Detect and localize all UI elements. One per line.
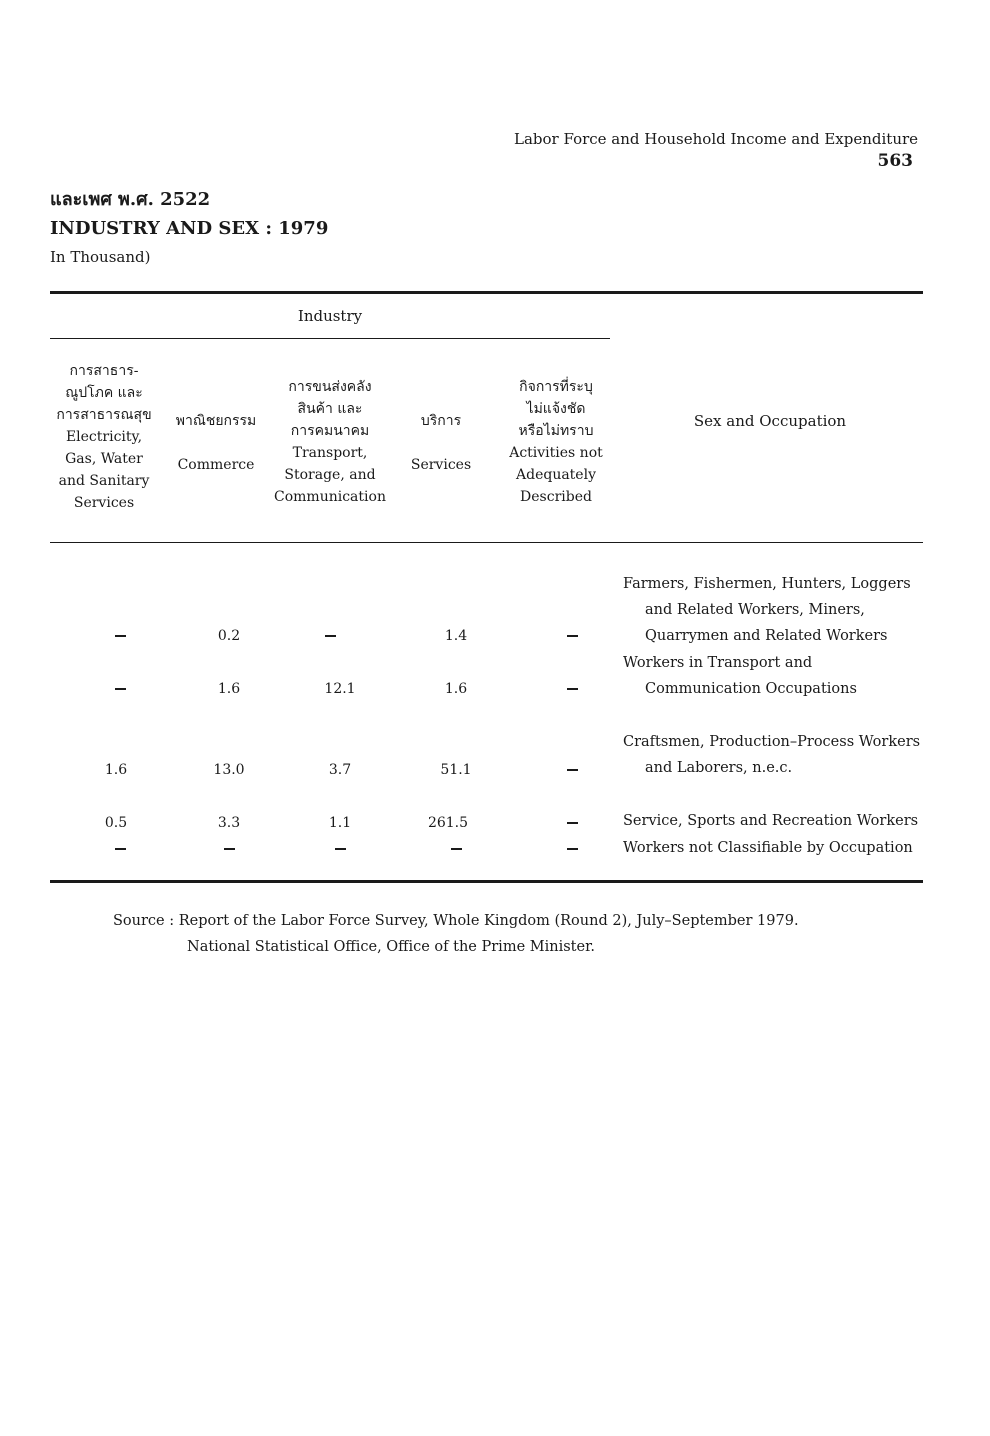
column-thai-line: ณูปโภค และ <box>65 385 143 401</box>
dash-mark <box>567 769 578 771</box>
dash-mark <box>115 848 126 850</box>
column-english-line: Activities not <box>509 445 603 461</box>
column-english-line: Storage, and <box>284 467 376 483</box>
column-english-line: Electricity, <box>65 429 143 445</box>
column-thai-line: การขนส่งคลัง <box>288 379 372 395</box>
thai-title: และเพศ พ.ศ. 2522 <box>50 189 211 210</box>
header-bottom-rule <box>50 542 923 543</box>
table-cell: 1.6 <box>444 681 468 697</box>
column-thai-line: บริการ <box>420 413 462 429</box>
dash-mark <box>567 848 578 850</box>
column-thai-line: หรือไม่ทราบ <box>518 423 594 439</box>
occupation-line: Workers not Classifiable by Occupation <box>623 840 913 856</box>
table-cell: 1.4 <box>444 628 468 644</box>
dash-mark <box>115 635 126 637</box>
dash-mark <box>224 848 235 850</box>
sex-occupation-header: Sex and Occupation <box>693 412 847 430</box>
occupation-line: Craftsmen, Production–Process Workers <box>623 734 921 750</box>
column-english-line: Described <box>520 489 592 505</box>
table-cell: 0.2 <box>217 628 241 644</box>
column-thai-line: กิจการที่ระบุ <box>519 379 593 395</box>
page-number: 563 <box>877 151 913 171</box>
dash-mark <box>325 635 336 637</box>
occupation-line: Farmers, Fishermen, Hunters, Loggers <box>623 576 911 592</box>
occupation-label <box>623 835 913 861</box>
table-cell: 13.0 <box>213 762 245 778</box>
table-cell <box>522 815 622 831</box>
dash-mark <box>567 822 578 824</box>
column-thai-line: ไม่แจ้งชัด <box>526 401 586 417</box>
table-cell: 1.1 <box>328 815 352 831</box>
table-cell: 3.3 <box>217 815 241 831</box>
occupation-line: Service, Sports and Recreation Workers <box>623 813 919 829</box>
table-top-rule <box>50 291 923 294</box>
column-thai-line: การคมนาคม <box>290 423 370 439</box>
occupation-line: Quarrymen and Related Workers <box>645 628 888 644</box>
column-english-line: Communication <box>274 489 386 505</box>
running-header: Labor Force and Household Income and Expenditure <box>514 130 919 148</box>
source-label: Source : <box>113 913 175 929</box>
table-cell: 3.7 <box>328 762 352 778</box>
dash-mark <box>567 635 578 637</box>
column-english-line: Commerce <box>177 457 255 473</box>
table-cell <box>280 628 380 644</box>
column-thai-line: การสาธาร- <box>69 363 139 379</box>
dash-mark <box>567 688 578 690</box>
occupation-line: Communication Occupations <box>645 681 857 697</box>
table-cell <box>406 841 506 857</box>
column-header-services <box>396 410 486 476</box>
english-title: INDUSTRY AND SEX : 1979 <box>50 218 329 239</box>
dash-mark <box>451 848 462 850</box>
column-english-line: Gas, Water <box>65 451 143 467</box>
column-header-commerce <box>162 410 270 476</box>
table-cell <box>70 841 170 857</box>
table-cell: 1.6 <box>217 681 241 697</box>
table-cell <box>522 841 622 857</box>
table-cell <box>70 628 170 644</box>
source-line-1: Report of the Labor Force Survey, Whole Kingdom (Round 2), July–September 1979. <box>178 913 799 929</box>
table-cell: 51.1 <box>440 762 472 778</box>
occupation-label <box>623 729 920 781</box>
occupation-label <box>623 650 857 702</box>
table-cell <box>522 681 622 697</box>
column-thai-line: พาณิชยกรรม <box>175 413 257 429</box>
occupation-line: and Laborers, n.e.c. <box>645 760 793 776</box>
occupation-line: and Related Workers, Miners, <box>645 602 865 618</box>
column-english-line: Services <box>73 495 135 511</box>
table-cell <box>290 841 390 857</box>
dash-mark <box>335 848 346 850</box>
occupation-label <box>623 808 918 834</box>
column-english-line: Services <box>410 457 472 473</box>
column-header-activities <box>494 376 618 508</box>
table-cell: 0.5 <box>104 815 128 831</box>
column-thai-line: สินค้า และ <box>297 401 363 417</box>
column-english-line: Transport, <box>292 445 368 461</box>
column-thai-line: การสาธารณสุข <box>56 407 152 423</box>
source-note <box>113 908 799 960</box>
table-cell: 1.6 <box>104 762 128 778</box>
table-cell <box>179 841 279 857</box>
dash-mark <box>115 688 126 690</box>
industry-group-header: Industry <box>297 307 363 325</box>
table-cell <box>522 762 622 778</box>
column-english-line: and Sanitary <box>58 473 150 489</box>
occupation-line: Workers in Transport and <box>623 655 813 671</box>
unit-note: In Thousand) <box>50 248 151 266</box>
table-cell <box>522 628 622 644</box>
group-header-rule <box>50 338 610 339</box>
table-bottom-rule <box>50 880 923 883</box>
table-cell: 261.5 <box>427 815 469 831</box>
column-english-line: Adequately <box>516 467 596 483</box>
column-header-transport <box>270 376 390 508</box>
table-cell <box>70 681 170 697</box>
column-header-electricity <box>50 360 158 514</box>
table-cell: 12.1 <box>324 681 356 697</box>
source-line-2: National Statistical Office, Office of the Prime Minister. <box>187 939 596 955</box>
occupation-label <box>623 571 911 649</box>
